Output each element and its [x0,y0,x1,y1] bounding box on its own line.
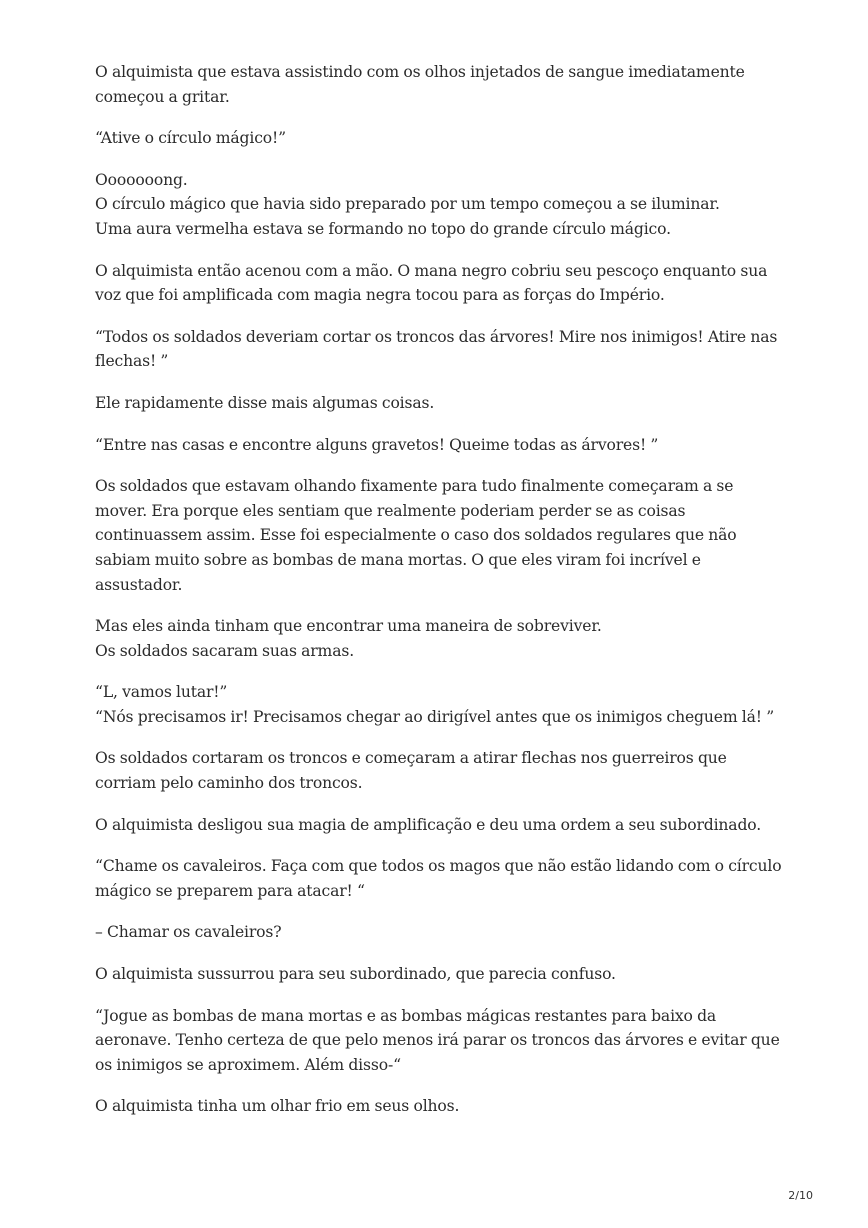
text-line: O alquimista então acenou com a mão. O mana negro cobriu seu pescoço enquanto sua [95,261,768,280]
text-line: Ooooooong. [95,170,188,189]
paragraph [95,259,795,308]
text-line: mágico se preparem para atacar! “ [95,881,365,900]
text-line: mover. Era porque eles sentiam que realmente poderiam perder se as coisas [95,501,686,520]
paragraph [95,325,795,374]
text-line: sabiam muito sobre as bombas de mana mortas. O que eles viram foi incrível e [95,550,701,569]
text-line: O círculo mágico que havia sido preparado por um tempo começou a se iluminar. [95,195,720,214]
text-line: começou a gritar. [95,87,230,106]
text-line: O alquimista sussurrou para seu subordinado, que parecia confuso. [95,965,616,984]
text-line: “Entre nas casas e encontre alguns gravetos! Queime todas as árvores! ” [95,435,659,454]
text-line: O alquimista que estava assistindo com os olhos injetados de sangue imediatamente [95,63,745,81]
paragraph [95,854,795,903]
paragraph [95,474,795,597]
text-line: Os soldados sacaram suas armas. [95,641,354,660]
paragraph [95,614,795,663]
text-line: “L, vamos lutar!” [95,683,228,702]
text-line: Uma aura vermelha estava se formando no topo do grande círculo mágico. [95,219,671,238]
paragraph [95,1004,795,1078]
paragraph [95,60,795,109]
text-line: Os soldados que estavam olhando fixamente para tudo finalmente começaram a se [95,477,734,496]
text-line: “Jogue as bombas de mana mortas e as bombas mágicas restantes para baixo da [95,1006,717,1025]
text-line: – Chamar os cavaleiros? [95,923,282,942]
text-line: “Nós precisamos ir! Precisamos chegar ao dirigível antes que os inimigos cheguem lá! ” [95,707,775,726]
paragraph [95,391,795,416]
text-line: voz que foi amplificada com magia negra tocou para as forças do Império. [95,286,665,305]
text-line: assustador. [95,575,183,594]
paragraph [95,168,795,242]
text-line: corriam pelo caminho dos troncos. [95,774,363,793]
paragraph [95,920,795,945]
text-line: “Ative o círculo mágico!” [95,129,286,148]
paragraph [95,746,795,795]
text-line: “Chame os cavaleiros. Faça com que todos os magos que não estão lidando com o círculo [95,857,782,876]
paragraph [95,1094,795,1119]
text-line: “Todos os soldados deveriam cortar os troncos das árvores! Mire nos inimigos! Atire nas [95,327,778,346]
text-line: O alquimista desligou sua magia de amplificação e deu uma ordem a seu subordinado. [95,815,762,834]
paragraph [95,433,795,458]
page-number: 2/10 [788,1189,813,1202]
text-line: Os soldados cortaram os troncos e começaram a atirar flechas nos guerreiros que [95,749,727,768]
paragraph [95,962,795,987]
paragraph [95,680,795,729]
text-line: os inimigos se aproximem. Além disso-“ [95,1055,401,1074]
text-line: O alquimista tinha um olhar frio em seus olhos. [95,1097,460,1116]
paragraph [95,126,795,151]
text-line: aeronave. Tenho certeza de que pelo menos irá parar os troncos das árvores e evitar que [95,1031,780,1050]
text-line: Mas eles ainda tinham que encontrar uma maneira de sobreviver. [95,617,602,636]
paragraph [95,813,795,838]
document-body [95,60,795,1136]
text-line: Ele rapidamente disse mais algumas coisas. [95,393,435,412]
text-line: flechas! ” [95,352,169,371]
text-line: continuassem assim. Esse foi especialmente o caso dos soldados regulares que não [95,526,737,545]
